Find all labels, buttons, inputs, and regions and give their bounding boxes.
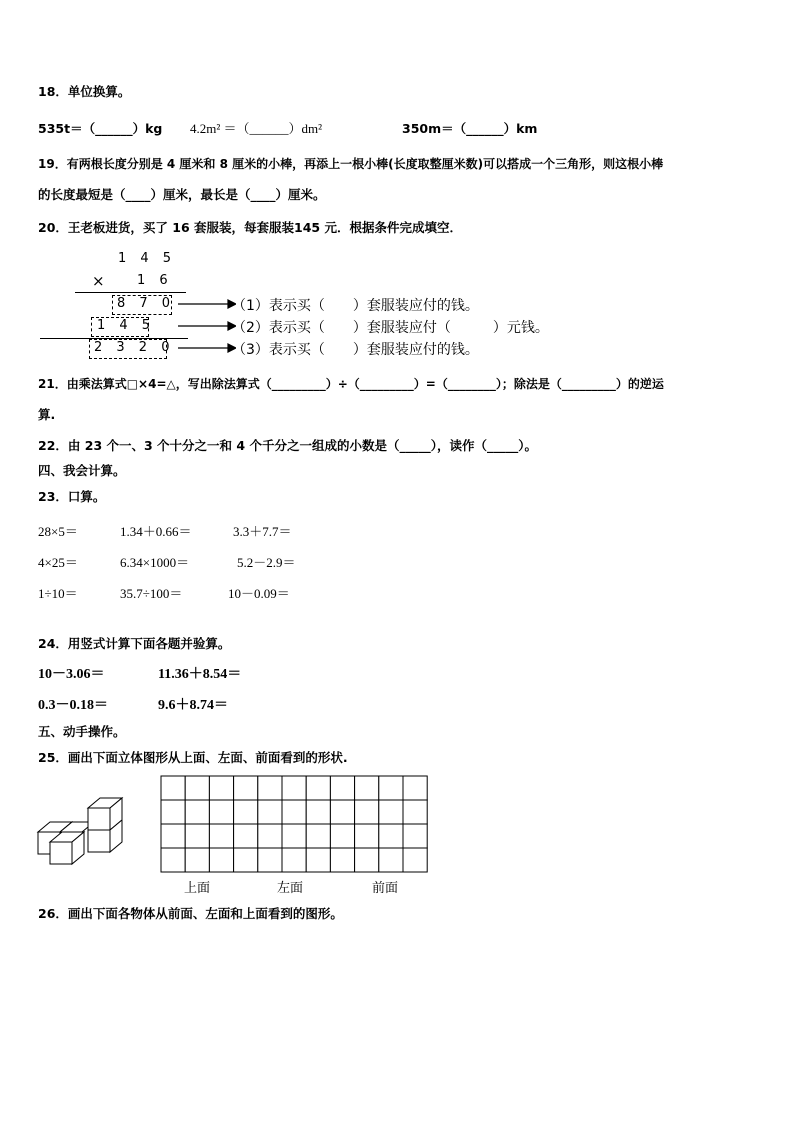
q23-r3-c3: 10－0.09＝ [228, 586, 290, 601]
q24-r1-c2: 11.36＋8.54＝ [158, 667, 242, 682]
grid-cell [403, 800, 427, 824]
q23-r1-c2: 1.34＋0.66＝ [120, 524, 192, 539]
grid-cell [379, 776, 403, 800]
multiplier: 1 6 [137, 273, 173, 288]
grid-cell [282, 800, 306, 824]
grid-cell [282, 824, 306, 848]
q23-title: 23．口算。 [38, 489, 106, 504]
grid-cell [306, 824, 330, 848]
q23-r2-c3: 5.2－2.9＝ [237, 555, 296, 570]
product-rule-1 [75, 292, 186, 293]
cube-stack-figure [36, 796, 136, 876]
grid-cell [282, 776, 306, 800]
q19-line2: 的长度最短是（____）厘米，最长是（____）厘米。 [38, 187, 326, 202]
grid-cell [258, 776, 282, 800]
grid-cell [306, 848, 330, 872]
grid-cell [209, 800, 233, 824]
q23-r2-c1: 4×25＝ [38, 555, 78, 570]
partial2: 1 4 5 [97, 318, 156, 333]
grid-cell [209, 824, 233, 848]
grid-cell [161, 824, 185, 848]
q18-item-a: 535t＝（______）kg [38, 121, 163, 136]
q24-title: 24．用竖式计算下面各题并验算。 [38, 636, 231, 651]
grid-cell [258, 824, 282, 848]
q24-r1-c1: 10－3.06＝ [38, 667, 105, 682]
grid-cell [185, 824, 209, 848]
note-1: （1）表示买（ ）套服装应付的钱。 [232, 298, 479, 314]
label-top-view: 上面 [184, 881, 211, 896]
grid-cell [161, 800, 185, 824]
multiply-sign: × [92, 272, 110, 290]
grid-cell [330, 848, 354, 872]
grid-cell [185, 776, 209, 800]
q21-line1: 21．由乘法算式□×4=△，写出除法算式（_________）÷（_________）=（________）；除法是（_________）的逆运 [38, 377, 664, 391]
arrows [176, 294, 236, 364]
grid-cell [306, 776, 330, 800]
q18-item-c: 350m＝（______）km [402, 121, 538, 136]
label-left-view: 左面 [277, 881, 304, 896]
section4-heading: 四、我会计算。 [38, 463, 126, 478]
grid-cell [379, 800, 403, 824]
q23-r3-c2: 35.7÷100＝ [120, 586, 183, 601]
result: 2 3 2 0 [94, 340, 175, 355]
q23-r1-c3: 3.3＋7.7＝ [233, 524, 292, 539]
grid-cell [379, 824, 403, 848]
q22-line: 22．由 23 个一、3 个十分之一和 4 个千分之一组成的小数是（_____），读作（_____）。 [38, 438, 537, 453]
q26-title: 26．画出下面各物体从前面、左面和上面看到的图形。 [38, 906, 343, 921]
q23-r2-c2: 6.34×1000＝ [120, 555, 190, 570]
grid-cell [330, 824, 354, 848]
grid-cell [234, 800, 258, 824]
grid-cell [355, 800, 379, 824]
grid-cell [403, 824, 427, 848]
drawing-grid [160, 775, 428, 873]
note-2: （2）表示买（ ）套服装应付（ ）元钱。 [232, 320, 549, 336]
grid-cell [161, 848, 185, 872]
q23-r3-c1: 1÷10＝ [38, 586, 78, 601]
grid-cell [306, 800, 330, 824]
grid-cell [258, 848, 282, 872]
q23-r1-c1: 28×5＝ [38, 524, 78, 539]
grid-cell [161, 776, 185, 800]
grid-cell [403, 776, 427, 800]
grid-cell [282, 848, 306, 872]
note-3: （3）表示买（ ）套服装应付的钱。 [232, 342, 479, 358]
grid-cell [234, 824, 258, 848]
grid-cell [234, 776, 258, 800]
section5-heading: 五、动手操作。 [38, 724, 126, 739]
q19-line1: 19．有两根长度分别是 4 厘米和 8 厘米的小棒，再添上一根小棒(长度取整厘米数)可以搭成一个三角形，则这根小棒 [38, 157, 664, 171]
grid-cell [330, 776, 354, 800]
grid-cell [355, 824, 379, 848]
grid-cell [185, 848, 209, 872]
grid-cell [185, 800, 209, 824]
grid-cell [209, 848, 233, 872]
grid-cell [355, 848, 379, 872]
grid-cell [355, 776, 379, 800]
partial1: 8 7 0 [117, 296, 176, 311]
grid-cell [330, 800, 354, 824]
grid-cell [379, 848, 403, 872]
grid-cell [258, 800, 282, 824]
q24-r2-c1: 0.3－0.18＝ [38, 698, 108, 713]
multiplicand: 1 4 5 [118, 251, 177, 266]
q24-r2-c2: 9.6＋8.74＝ [158, 698, 228, 713]
label-front-view: 前面 [372, 881, 399, 896]
q18-title: 18．单位换算。 [38, 84, 131, 99]
grid-cell [209, 776, 233, 800]
q20-title: 20．王老板进货，买了 16 套服装，每套服装145 元．根据条件完成填空． [38, 220, 462, 235]
q18-item-b: 4.2m² ＝（______）dm² [190, 121, 323, 136]
grid-cell [234, 848, 258, 872]
q21-line2: 算. [38, 407, 56, 422]
grid-cell [403, 848, 427, 872]
q25-title: 25．画出下面立体图形从上面、左面、前面看到的形状. [38, 750, 348, 765]
